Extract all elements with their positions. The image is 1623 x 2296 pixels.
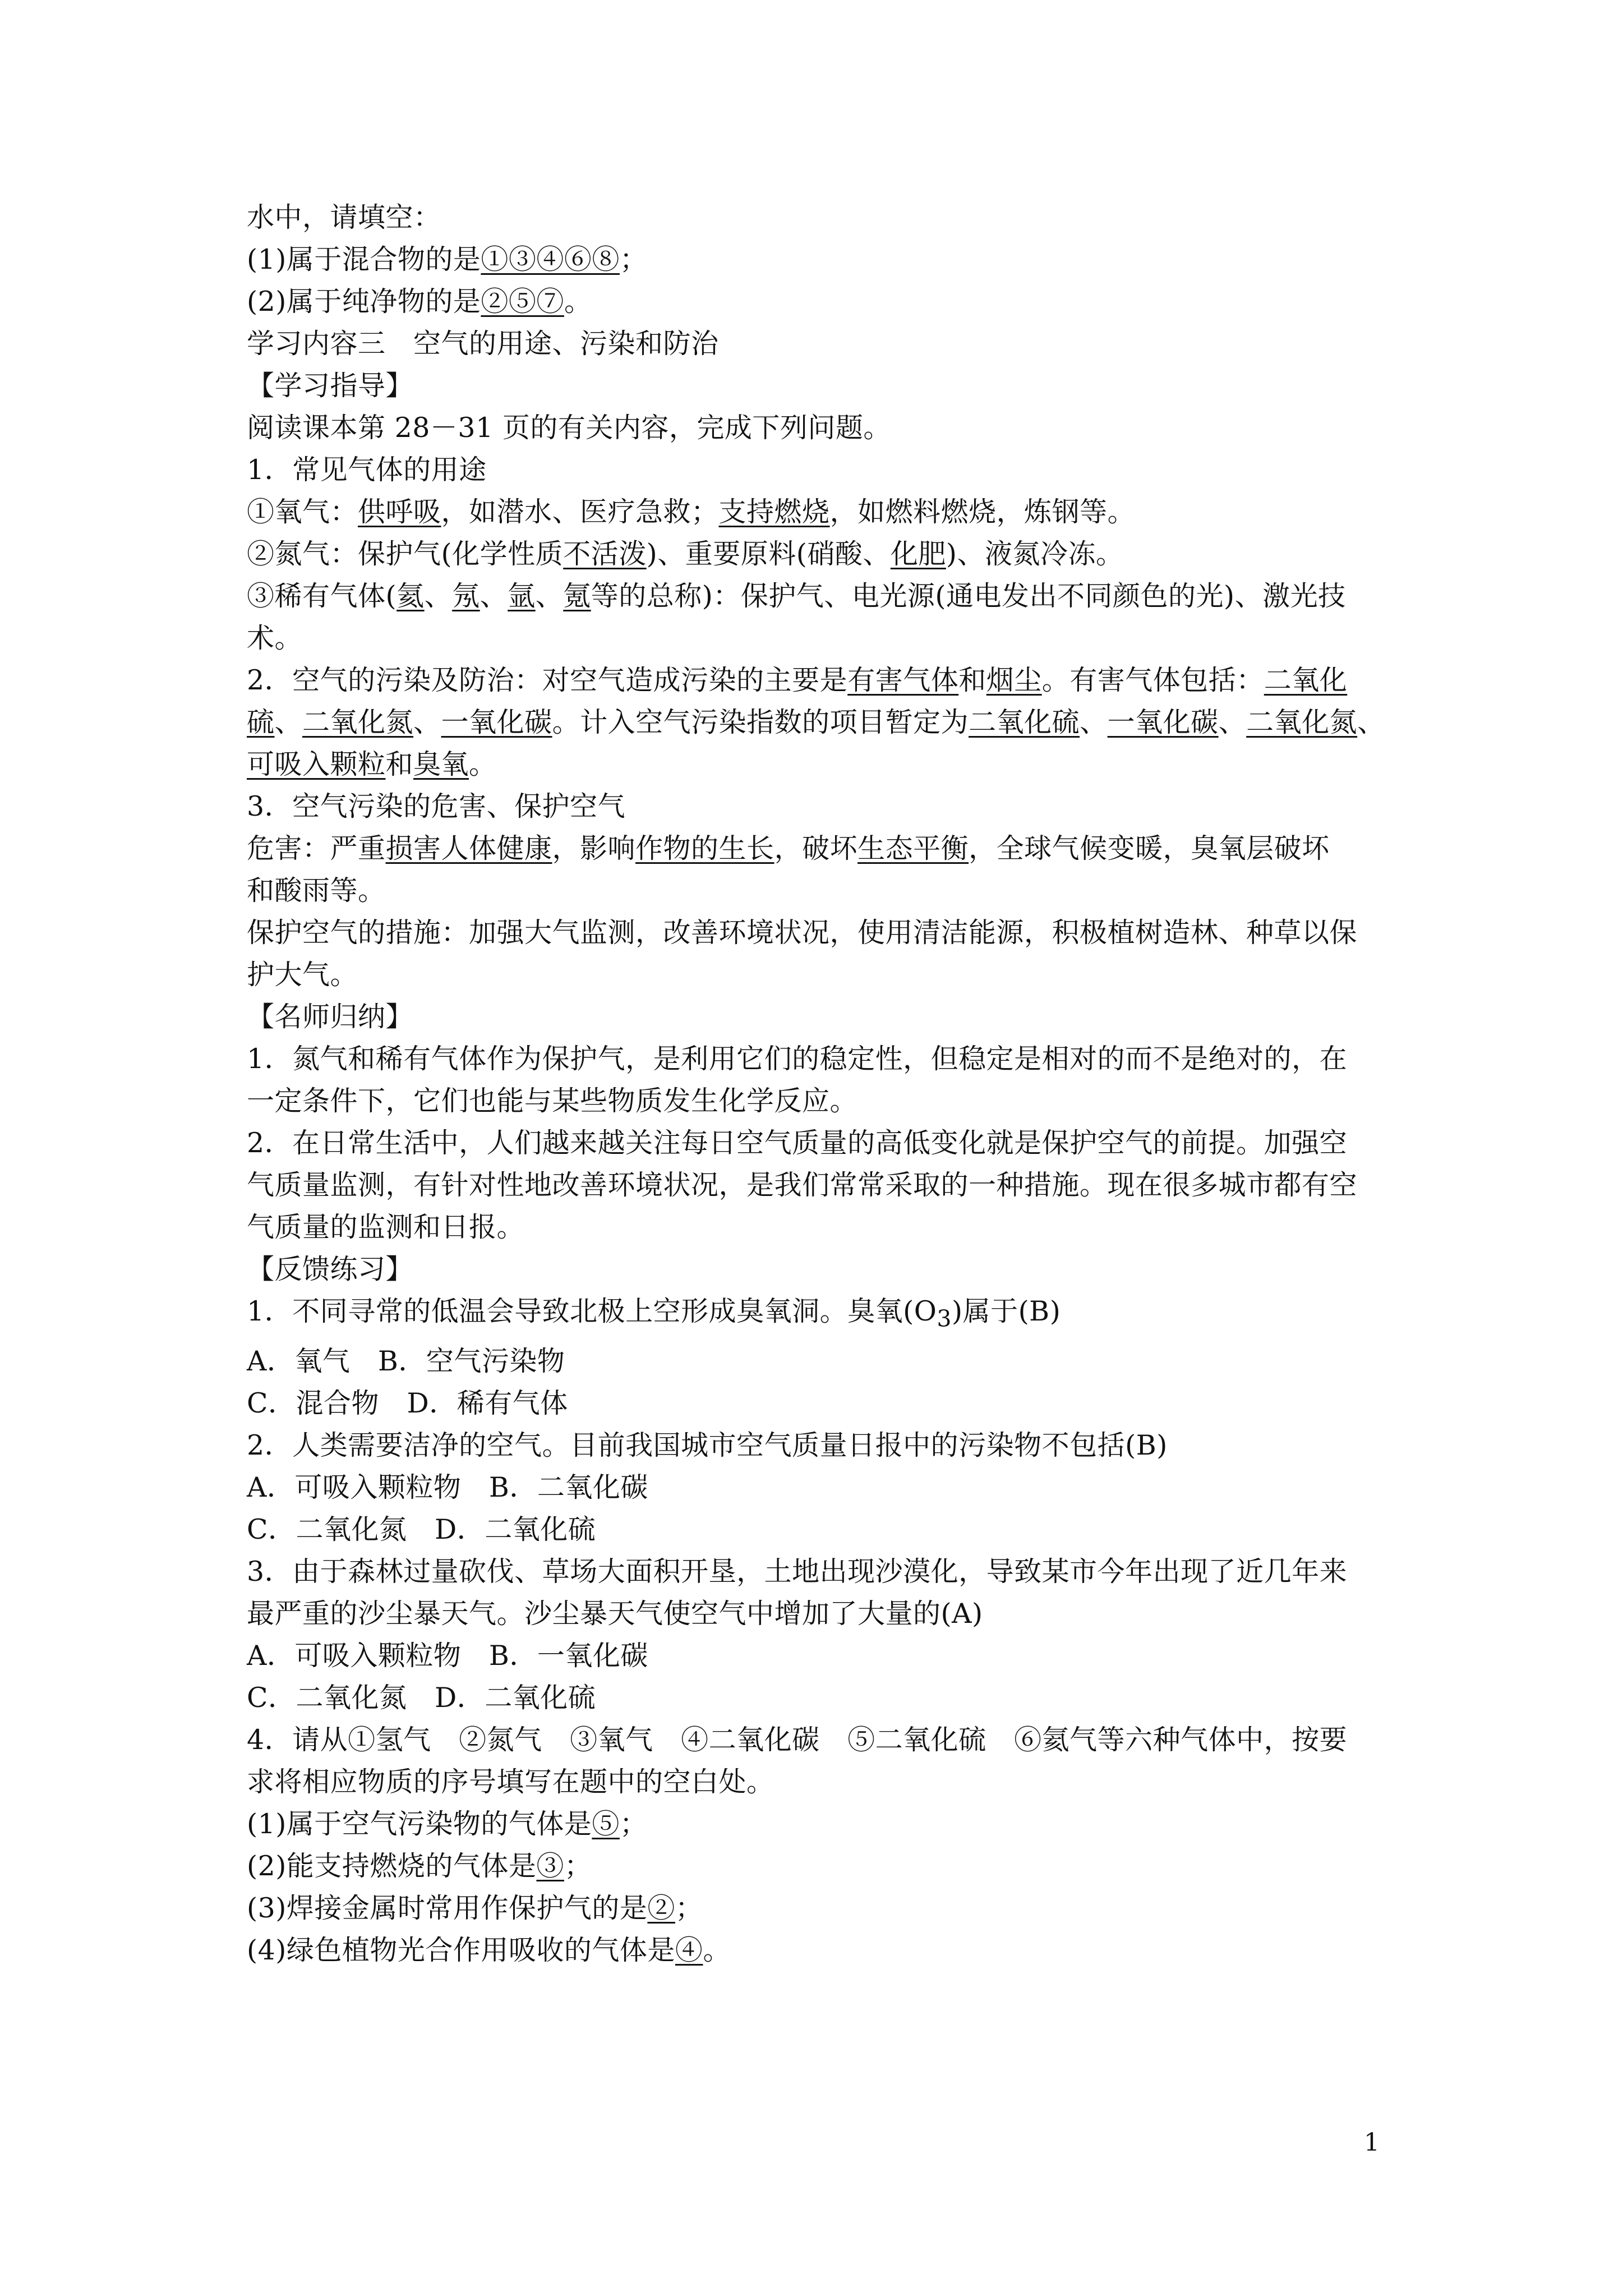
text-line [247, 659, 1396, 701]
text-line [247, 1206, 1396, 1248]
text-line [247, 533, 1396, 575]
text-run: 【反馈练习】 [247, 1253, 414, 1285]
text-line [247, 280, 1396, 323]
text-run: ，如燃料燃烧，炼钢等。 [829, 496, 1136, 528]
text-run: A．可吸入颗粒物 B．二氧化碳 [247, 1471, 648, 1503]
text-run: 一定条件下，它们也能与某些物质发生化学反应。 [247, 1085, 858, 1117]
text-run: ； [675, 1892, 703, 1924]
text-run: ； [564, 1849, 592, 1882]
text-run: ，破坏 [774, 832, 858, 864]
answer-blank: 臭氧 [413, 748, 469, 780]
text-run: 。有害气体包括： [1041, 664, 1264, 696]
text-run: 1．氮气和稀有气体作为保护气，是利用它们的稳定性，但稳定是相对的而不是绝对的，在 [247, 1043, 1348, 1075]
answer-blank: ④ [675, 1934, 703, 1966]
answer-blank: ③ [536, 1849, 564, 1882]
text-line [247, 996, 1396, 1038]
text-line [247, 827, 1396, 869]
text-line [247, 1248, 1396, 1290]
text-line [247, 575, 1396, 617]
text-run: 等的总称)：保护气、电光源(通电发出不同颜色的光)、激光技 [591, 580, 1346, 612]
text-line [247, 1887, 1396, 1929]
answer-blank: ②⑤⑦ [481, 286, 564, 318]
text-run: C．二氧化氮 D．二氧化硫 [247, 1681, 596, 1714]
text-run: (2)能支持燃烧的气体是 [247, 1849, 537, 1882]
answer-blank: 硫 [247, 706, 275, 738]
subscript: 3 [937, 1305, 952, 1332]
text-run: 、 [1357, 706, 1385, 738]
answer-blank: 作物的生长 [635, 832, 774, 864]
text-run: C．二氧化氮 D．二氧化硫 [247, 1513, 596, 1545]
text-line [247, 617, 1396, 659]
answer-blank: 化肥 [890, 538, 946, 570]
text-run: 2．空气的污染及防治：对空气造成污染的主要是 [247, 664, 848, 696]
text-run: ②氮气：保护气(化学性质 [247, 538, 564, 570]
answer-blank: ② [647, 1892, 675, 1924]
text-line [247, 196, 1396, 238]
answer-blank: 二氧化硫 [969, 706, 1080, 738]
text-run: )、重要原料(硝酸、 [646, 538, 891, 570]
text-run: 。 [564, 286, 592, 318]
text-run: 、 [1218, 706, 1247, 738]
text-line [247, 407, 1396, 449]
text-line [247, 1677, 1396, 1719]
text-run: 1．不同寻常的低温会导致北极上空形成臭氧洞。臭氧(O [247, 1295, 937, 1327]
text-run: 水中，请填空： [247, 201, 441, 233]
text-line [247, 365, 1396, 407]
text-line [247, 1466, 1396, 1508]
text-line [247, 912, 1396, 954]
text-line [247, 1550, 1396, 1593]
text-run: (1)属于空气污染物的气体是 [247, 1807, 592, 1840]
text-line [247, 1929, 1396, 1971]
answer-blank: 氦 [396, 580, 425, 612]
text-line [247, 701, 1396, 743]
text-line [247, 1508, 1396, 1550]
text-run: 、 [1080, 706, 1108, 738]
text-line [247, 1424, 1396, 1466]
text-run: ③稀有气体( [247, 580, 397, 612]
text-line [247, 785, 1396, 827]
text-line [247, 743, 1396, 785]
text-run: 、 [424, 580, 453, 612]
document-body [247, 196, 1396, 1971]
text-line [247, 491, 1396, 533]
answer-blank: 不活泼 [563, 538, 647, 570]
text-run: A．可吸入颗粒物 B．一氧化碳 [247, 1639, 648, 1672]
text-run: 危害：严重 [247, 832, 386, 864]
text-line [247, 1845, 1396, 1887]
answer-blank: 损害人体健康 [385, 832, 552, 864]
text-run: 【名师归纳】 [247, 1001, 414, 1033]
text-run: 学习内容三 空气的用途、污染和防治 [247, 328, 719, 360]
answer-blank: 氖 [452, 580, 480, 612]
text-line [247, 1382, 1396, 1424]
answer-blank: 有害气体 [847, 664, 959, 696]
text-run: 和酸雨等。 [247, 875, 386, 907]
text-run: C．混合物 D．稀有气体 [247, 1387, 568, 1419]
text-line [247, 1122, 1396, 1164]
answer-blank: 烟尘 [986, 664, 1042, 696]
answer-blank: 氪 [563, 580, 591, 612]
answer-blank: 氩 [508, 580, 536, 612]
text-run: 2．在日常生活中，人们越来越关注每日空气质量的高低变化就是保护空气的前提。加强空 [247, 1127, 1348, 1159]
text-run: 2．人类需要洁净的空气。目前我国城市空气质量日报中的污染物不包括(B) [247, 1429, 1168, 1461]
text-run: )、液氮冷冻。 [946, 538, 1124, 570]
text-run: 和 [385, 748, 414, 780]
text-run: 、 [413, 706, 441, 738]
text-line [247, 1038, 1396, 1080]
text-line [247, 869, 1396, 912]
text-run: ，如潜水、医疗急救； [441, 496, 719, 528]
text-run: 3．空气污染的危害、保护空气 [247, 790, 626, 822]
text-run: 最严重的沙尘暴天气。沙尘暴天气使空气中增加了大量的(A) [247, 1597, 983, 1630]
text-run: ，全球气候变暖，臭氧层破坏 [969, 832, 1330, 864]
text-run: (1)属于混合物的是 [247, 243, 481, 275]
text-line [247, 954, 1396, 996]
text-run: 4．请从①氢气 ②氮气 ③氧气 ④二氧化碳 ⑤二氧化硫 ⑥氦气等六种气体中，按要 [247, 1723, 1348, 1756]
text-run: 。 [703, 1934, 731, 1966]
text-run: 求将相应物质的序号填写在题中的空白处。 [247, 1765, 774, 1798]
text-run: 气质量的监测和日报。 [247, 1211, 525, 1243]
text-run: 保护空气的措施：加强大气监测，改善环境状况，使用清洁能源，积极植树造林、种草以保 [247, 917, 1358, 949]
text-line [247, 1761, 1396, 1803]
answer-blank: ⑤ [592, 1807, 620, 1840]
answer-blank: 可吸入颗粒 [247, 748, 386, 780]
answer-blank: 二氧化 [1264, 664, 1348, 696]
page-number: 1 [1364, 2128, 1380, 2157]
text-run: 和 [958, 664, 986, 696]
text-run: ①氧气： [247, 496, 358, 528]
text-line [247, 1164, 1396, 1206]
text-run: 。 [469, 748, 497, 780]
answer-blank: 一氧化碳 [1107, 706, 1219, 738]
text-run: (4)绿色植物光合作用吸收的气体是 [247, 1934, 675, 1966]
answer-blank: 支持燃烧 [718, 496, 830, 528]
text-line [247, 1593, 1396, 1635]
text-run: )属于(B) [951, 1295, 1061, 1327]
text-run: 、 [479, 580, 508, 612]
text-run: 【学习指导】 [247, 370, 414, 402]
text-line [247, 238, 1396, 280]
text-line [247, 1290, 1396, 1340]
text-line [247, 1080, 1396, 1122]
answer-blank: 一氧化碳 [441, 706, 552, 738]
text-run: 、 [274, 706, 303, 738]
text-run: A．氧气 B．空气污染物 [247, 1345, 565, 1377]
text-run: (3)焊接金属时常用作保护气的是 [247, 1892, 648, 1924]
text-run: 阅读课本第 28－31 页的有关内容，完成下列问题。 [247, 412, 891, 444]
answer-blank: 二氧化氮 [1246, 706, 1358, 738]
text-line [247, 449, 1396, 491]
text-line [247, 1340, 1396, 1382]
text-run: 气质量监测，有针对性地改善环境状况，是我们常常采取的一种措施。现在很多城市都有空 [247, 1169, 1358, 1201]
text-line [247, 1719, 1396, 1761]
answer-blank: ①③④⑥⑧ [481, 243, 620, 275]
text-run: 1．常见气体的用途 [247, 454, 487, 486]
text-run: (2)属于纯净物的是 [247, 286, 481, 318]
text-run: ； [619, 243, 648, 275]
text-run: 术。 [247, 622, 303, 654]
answer-blank: 供呼吸 [358, 496, 441, 528]
text-line [247, 323, 1396, 365]
text-run: 护大气。 [247, 959, 358, 991]
answer-blank: 二氧化氮 [302, 706, 414, 738]
text-run: 、 [535, 580, 564, 612]
text-run: 3．由于森林过量砍伐、草场大面积开垦，土地出现沙漠化，导致某市今年出现了近几年来 [247, 1555, 1348, 1588]
text-run: 。计入空气污染指数的项目暂定为 [552, 706, 969, 738]
text-run: ，影响 [552, 832, 636, 864]
text-line [247, 1635, 1396, 1677]
text-run: ； [619, 1807, 648, 1840]
text-line [247, 1803, 1396, 1845]
answer-blank: 生态平衡 [857, 832, 969, 864]
